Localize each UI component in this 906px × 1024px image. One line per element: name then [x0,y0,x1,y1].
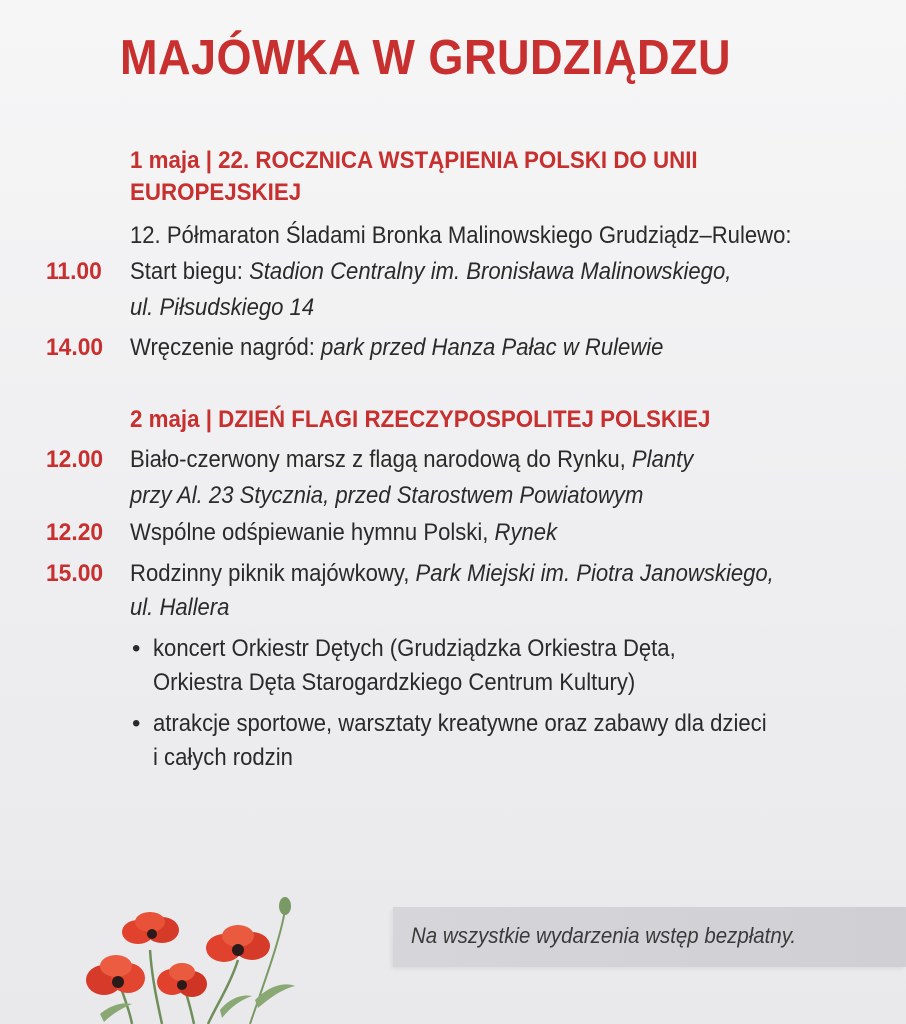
section-heading-may-1: 1 maja | 22. ROCZNICA WSTĄPIENIA POLSKI DO UNII EUROPEJSKIEJ [130,147,698,206]
list-item: koncert Orkiestr Dętych (Grudziądzka Orkiestra Dęta, Orkiestra Dęta Starogardzkiego Centrum Kultury) [153,635,676,696]
event-description: Biało-czerwony marsz z flagą narodową do Rynku, Planty [130,446,694,473]
bullet-dot-icon: • [132,710,141,737]
event-time: 11.00 [46,258,102,285]
event-time: 15.00 [46,560,104,587]
event-description: Wspólne odśpiewanie hymnu Polski, Rynek [130,519,558,546]
event-time: 12.00 [46,446,104,473]
event-description: Wręczenie nagród: park przed Hanza Pałac w Rulewie [130,334,664,361]
event-place-continued: przy Al. 23 Stycznia, przed Starostwem Powiatowym [130,482,644,509]
poppy-flower [86,955,145,995]
event-intro: 12. Półmaraton Śladami Bronka Malinowskiego Grudziądz–Rulewo: [130,222,792,249]
event-place-continued: ul. Piłsudskiego 14 [130,294,315,321]
event-description: Start biegu: Stadion Centralny im. Bronisława Malinowskiego, [130,258,732,285]
poppy-flower [122,912,179,944]
event-place-continued: ul. Hallera [130,594,230,621]
bullet-dot-icon: • [132,635,141,662]
list-item: atrakcje sportowe, warsztaty kreatywne oraz zabawy dla dzieci i całych rodzin [153,710,767,771]
event-time: 12.20 [46,519,104,546]
free-entry-note [393,907,906,967]
event-description: Rodzinny piknik majówkowy, Park Miejski im. Piotra Janowskiego, [130,560,774,587]
section-heading-may-2: 2 maja | DZIEŃ FLAGI RZECZYPOSPOLITEJ POLSKIEJ [130,406,711,433]
poppies-illustration [80,890,310,1024]
event-time: 14.00 [46,334,104,361]
note-text: Na wszystkie wydarzenia wstęp bezpłatny. [411,923,797,948]
poppy-flower [206,925,270,962]
poppy-flower [157,963,207,997]
page-title: MAJÓWKA W GRUDZIĄDZU [120,31,732,85]
